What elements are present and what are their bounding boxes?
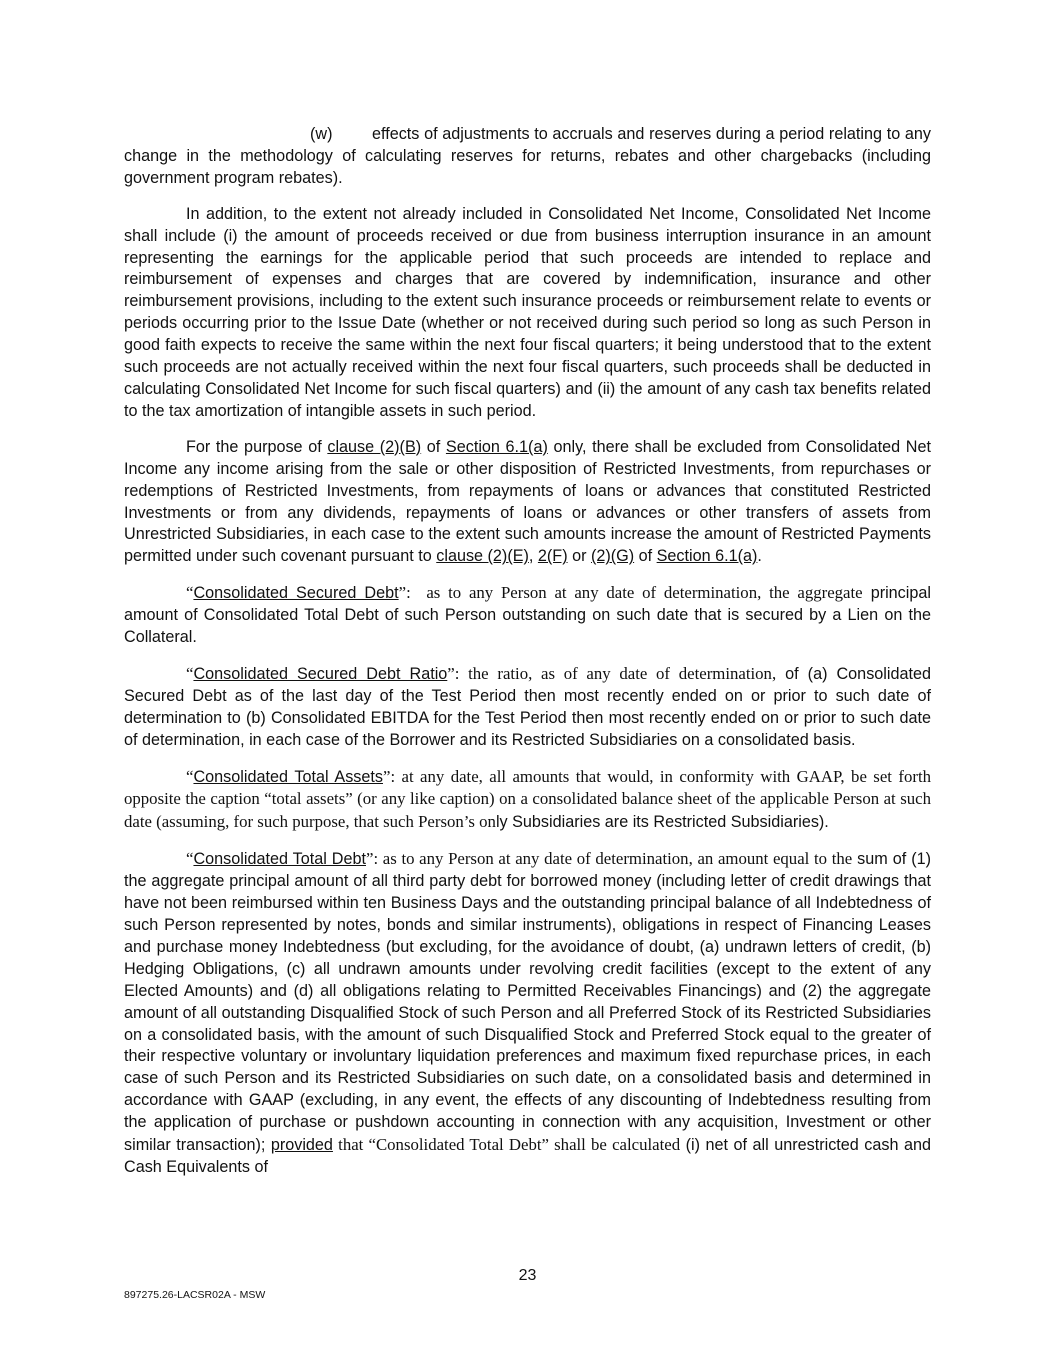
- quote-mark: ”: [366, 849, 374, 869]
- text-run: or: [567, 547, 591, 566]
- quote-mark: ”: [447, 663, 455, 683]
- paragraph-purpose: [124, 437, 931, 568]
- text-run: ,: [528, 547, 538, 566]
- quote-mark: ”: [382, 766, 391, 786]
- definition-text: : the ratio, as of any date of determination,: [454, 663, 777, 683]
- definition-consolidated-total-debt: [124, 848, 931, 1179]
- clause-reference-link: 2(F): [537, 547, 568, 566]
- definition-text: sum of (1) the aggregate principal amount of all third party debt for borrowed money (including letter of credit drawings that have not been reimbursed within ten Business Days and the outstanding principal balance of all Indebtedness of such Person represented by notes, bonds and similar instruments), obligations in respect of Financing Leases and purchase money Indebtedness (but excluding, for the avoidance of doubt, (a) undrawn letters of credit, (b) Hedging Obligations, (c) all undrawn amounts under revolving credit facilities (except to the extent of any Elected Amounts) and (d) all obligations relating to Permitted Receivables Financings) and (2) the aggregate amount of all outstanding Disqualified Stock of such Person and all Preferred Stock of its Restricted Subsidiaries on a consolidated basis, with the amount of such Disqualified Stock and Preferred Stock equal to the greater of their respective voluntary or involuntary liquidation preferences and maximum fixed repurchase prices, in each case of such Person and its Restricted Subsidiaries on such date, on a consolidated basis and determined in accordance with GAAP (excluding, in any event, the effects of any discounting of Indebtedness resulting from the application of purchase or pushdown accounting in connection with any acquisition, Investment or other similar transaction);: [124, 850, 931, 1155]
- item-w: [124, 124, 931, 190]
- definition-consolidated-secured-debt: [124, 582, 931, 649]
- quote-mark: ”:: [398, 583, 411, 603]
- document-page: [124, 124, 931, 1193]
- quote-mark: “: [186, 663, 194, 683]
- text-run: of: [421, 437, 446, 456]
- defined-term: Consolidated Secured Debt Ratio: [193, 664, 448, 683]
- defined-term: Consolidated Total Assets: [193, 767, 383, 786]
- paragraph-addition: In addition, to the extent not already included in Consolidated Net Income, Consolidated Net Income shall include (i) the amount of proceeds received or due from business interruption insurance in an amount representing the earnings for the applicable period that such proceeds are intended to replace and reimbursement of expenses and charges that are covered by indemnification, insurance and other reimbursement provisions, including to the extent such insurance proceeds or reimbursement relate to events or periods occurring prior to the Issue Date (whether or not received during such period so long as such Person in good faith expects to receive the same within the next four fiscal quarters; it being understood that to the extent such proceeds are not actually received within the next four fiscal quarters, such proceeds shall be deducted in calculating Consolidated Net Income for such fiscal quarters) and (ii) the amount of any cash tax benefits related to the tax amortization of intangible assets in such period.: [124, 204, 931, 420]
- definition-text: as to any Person at any date of determination, the aggregate: [410, 583, 863, 603]
- text-run: For the purpose of: [186, 437, 328, 456]
- clause-reference-link: clause (2)(B): [327, 437, 422, 456]
- definition-text: principal amount of Consolidated Total Debt of such Person outstanding on such date that is secured by a Lien on the Collateral.: [124, 584, 931, 647]
- section-reference-link: Section 6.1(a): [656, 547, 758, 566]
- quote-mark: “: [186, 849, 194, 869]
- definition-text: of (a) Consolidated Secured Debt as of the last day of the Test Period then most recently ended on or prior to such date of determination to (b) Consolidated EBITDA for the Test Period then most recently ended on or prior to such date of determination, in each case of the Borrower and its Restricted Subsidiaries on a consolidated basis.: [124, 664, 931, 749]
- quote-mark: “: [186, 583, 194, 603]
- defined-term: Consolidated Secured Debt: [193, 584, 399, 603]
- defined-term: Consolidated Total Debt: [193, 850, 366, 869]
- text-run: only, there shall be excluded from Consolidated Net Income any income arising from the sale or other disposition of Restricted Investments, from repurchases or redemptions of Restricted Investments, from repayments of loans or advances that constituted Restricted Investments or from any dividends, repayments of loans or advances or other transfers of assets from Unrestricted Subsidiaries, in each case to the extent such amounts increase the amount of Restricted Payments permitted under such covenant pursuant to: [124, 437, 931, 566]
- page-number: 23: [518, 1267, 537, 1284]
- definition-text: (i) net of all unrestricted cash and Cash Equivalents of: [124, 1136, 931, 1176]
- definition-text: : as to any Person at any date of determination, an amount equal to the: [373, 849, 853, 869]
- definition-text: that “Consolidated Total Debt” shall be calculated: [332, 1135, 681, 1155]
- document-id: 897275.26-LACSR02A - MSW: [124, 1289, 266, 1301]
- section-reference-link: Section 6.1(a): [445, 437, 548, 456]
- text-run: .: [757, 547, 762, 566]
- item-marker: (w): [310, 125, 333, 143]
- quote-mark: “: [186, 766, 194, 786]
- item-w-text: effects of adjustments to accruals and reserves during a period relating to any change in the methodology of calculating reserves for returns, rebates and other chargebacks (including government program rebates).: [124, 125, 931, 187]
- provided-term: provided: [270, 1136, 333, 1155]
- definition-consolidated-secured-debt-ratio: [124, 663, 931, 752]
- definition-text: ly Subsidiaries are its Restricted Subsidiaries).: [495, 813, 829, 832]
- clause-reference-link: (2)(G): [590, 547, 635, 566]
- definition-consolidated-total-assets: [124, 766, 931, 835]
- clause-reference-link: clause (2)(E): [436, 547, 529, 566]
- text-run: of: [634, 547, 657, 566]
- definition-text: : at any date, all amounts that would, in conformity with GAAP, be set forth opposite the caption “total assets” (or any like caption) on a consolidated balance sheet of the applicable Person at such date (assuming, for such purpose, that such Person’s on: [124, 766, 931, 832]
